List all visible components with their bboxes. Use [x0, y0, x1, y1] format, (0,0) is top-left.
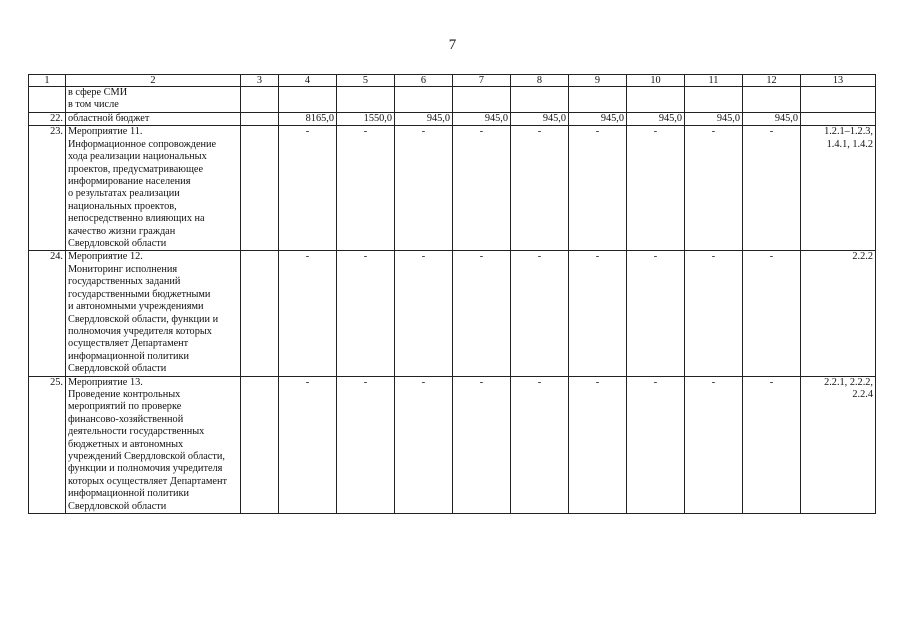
header-cell-8: 8	[511, 75, 569, 87]
row-name-line: Проведение контрольных	[68, 388, 181, 400]
value-cell: -	[569, 376, 627, 513]
row-name-line: Свердловской области	[68, 500, 167, 512]
value-cell: -	[685, 251, 743, 376]
value-cell: 945,0	[511, 113, 569, 126]
value-cell: -	[395, 376, 453, 513]
header-cell-12: 12	[743, 75, 801, 87]
row-name-line: информирование населения	[68, 176, 191, 188]
col3-cell	[241, 376, 279, 513]
value-cell: -	[337, 376, 395, 513]
value-cell: -	[337, 126, 395, 251]
value-cell	[627, 87, 685, 113]
value-cell: -	[395, 126, 453, 251]
row-name-line: бюджетных и автономных	[68, 438, 184, 450]
row-name	[66, 87, 241, 113]
header-cell-13: 13	[801, 75, 876, 87]
row-name	[66, 376, 241, 513]
value-cell: -	[743, 126, 801, 251]
refs-line: 1.4.1, 1.4.2	[826, 138, 873, 150]
row-name-line: деятельности государственных	[68, 426, 205, 438]
value-cell: 945,0	[569, 113, 627, 126]
value-cell: -	[685, 376, 743, 513]
row-name-line: национальных проектов,	[68, 200, 177, 212]
value-cell: -	[511, 251, 569, 376]
row-name	[66, 113, 241, 126]
refs-line: 2.2.1, 2.2.2,	[824, 376, 873, 388]
value-cell: -	[569, 126, 627, 251]
page-number: 7	[448, 37, 457, 53]
value-cell: -	[743, 376, 801, 513]
value-cell: -	[453, 126, 511, 251]
row-name-line: Информационное сопровождение	[68, 138, 217, 150]
refs-cell	[801, 113, 876, 126]
value-cell: -	[337, 251, 395, 376]
budget-table	[28, 74, 876, 514]
header-cell-9: 9	[569, 75, 627, 87]
row-name-line: Свердловской области	[68, 363, 167, 375]
table-row	[29, 113, 876, 126]
refs-line: 2.2.4	[852, 388, 873, 400]
col3-cell	[241, 113, 279, 126]
row-number: 24.	[29, 251, 66, 376]
row-name	[66, 251, 241, 376]
value-cell: -	[511, 376, 569, 513]
row-name-line: информационной политики	[68, 350, 189, 362]
row-name-line: областной бюджет	[68, 113, 150, 124]
col3-cell	[241, 251, 279, 376]
table-header-row	[29, 75, 876, 87]
refs-line: 1.2.1–1.2.3,	[824, 126, 873, 138]
row-name-line: мероприятий по проверке	[68, 401, 182, 413]
row-name-line: Мероприятие 12.	[68, 251, 143, 263]
header-cell-11: 11	[685, 75, 743, 87]
header-cell-1: 1	[29, 75, 66, 87]
value-cell: -	[743, 251, 801, 376]
row-name-line: проектов, предусматривающее	[68, 163, 204, 175]
header-cell-2: 2	[66, 75, 241, 87]
value-cell: 8165,0	[279, 113, 337, 126]
table-row	[29, 376, 876, 513]
value-cell	[569, 87, 627, 113]
value-cell: -	[279, 376, 337, 513]
row-name-line: информационной политики	[68, 488, 189, 500]
value-cell	[743, 87, 801, 113]
table-row	[29, 87, 876, 113]
value-cell	[511, 87, 569, 113]
value-cell: -	[453, 251, 511, 376]
row-name-line: о результатах реализации	[68, 188, 180, 200]
header-cell-7: 7	[453, 75, 511, 87]
table-row	[29, 251, 876, 376]
header-cell-3: 3	[241, 75, 279, 87]
row-name-line: Мероприятие 11.	[68, 126, 143, 138]
value-cell	[337, 87, 395, 113]
value-cell: -	[279, 126, 337, 251]
value-cell: 945,0	[627, 113, 685, 126]
value-cell	[395, 87, 453, 113]
refs-line: 2.2.2	[852, 251, 873, 263]
row-number	[29, 87, 66, 113]
value-cell: 945,0	[453, 113, 511, 126]
row-name-line: в том числе	[68, 99, 119, 111]
value-cell	[453, 87, 511, 113]
row-name-line: государственных заданий	[68, 276, 181, 288]
value-cell: -	[627, 126, 685, 251]
value-cell	[685, 87, 743, 113]
value-cell: -	[627, 251, 685, 376]
row-number: 23.	[29, 126, 66, 251]
row-name-line: Свердловской области, функции и	[68, 313, 219, 325]
value-cell: -	[453, 376, 511, 513]
row-name-line: осуществляет Департамент	[68, 338, 189, 350]
value-cell: -	[627, 376, 685, 513]
header-cell-5: 5	[337, 75, 395, 87]
value-cell: -	[685, 126, 743, 251]
table-row	[29, 126, 876, 251]
row-number: 25.	[29, 376, 66, 513]
row-name-line: и автономными учреждениями	[68, 301, 204, 313]
row-name-line: учреждений Свердловской области,	[68, 450, 225, 462]
value-cell: -	[279, 251, 337, 376]
header-cell-4: 4	[279, 75, 337, 87]
row-name-line: полномочия учредителя которых	[68, 325, 212, 337]
value-cell: 945,0	[685, 113, 743, 126]
row-name-line: финансово-хозяйственной	[68, 413, 184, 425]
value-cell: -	[569, 251, 627, 376]
row-number: 22.	[29, 113, 66, 126]
row-name-line: Мониторинг исполнения	[68, 263, 178, 275]
value-cell: -	[511, 126, 569, 251]
value-cell: 1550,0	[337, 113, 395, 126]
col3-cell	[241, 87, 279, 113]
refs-cell	[801, 251, 876, 376]
header-cell-10: 10	[627, 75, 685, 87]
header-cell-6: 6	[395, 75, 453, 87]
row-name-line: хода реализации национальных	[68, 151, 207, 163]
row-name-line: Мероприятие 13.	[68, 376, 143, 388]
value-cell: 945,0	[743, 113, 801, 126]
row-name-line: функции и полномочия учредителя	[68, 463, 223, 475]
refs-cell	[801, 126, 876, 251]
value-cell: 945,0	[395, 113, 453, 126]
row-name-line: качество жизни граждан	[68, 225, 176, 237]
row-name-line: в сфере СМИ	[68, 87, 128, 98]
row-name	[66, 126, 241, 251]
row-name-line: Свердловской области	[68, 238, 167, 250]
row-name-line: государственными бюджетными	[68, 288, 211, 300]
col3-cell	[241, 126, 279, 251]
refs-cell	[801, 87, 876, 113]
row-name-line: непосредственно влияющих на	[68, 213, 205, 225]
row-name-line: которых осуществляет Департамент	[68, 475, 227, 487]
refs-cell	[801, 376, 876, 513]
value-cell	[279, 87, 337, 113]
value-cell: -	[395, 251, 453, 376]
